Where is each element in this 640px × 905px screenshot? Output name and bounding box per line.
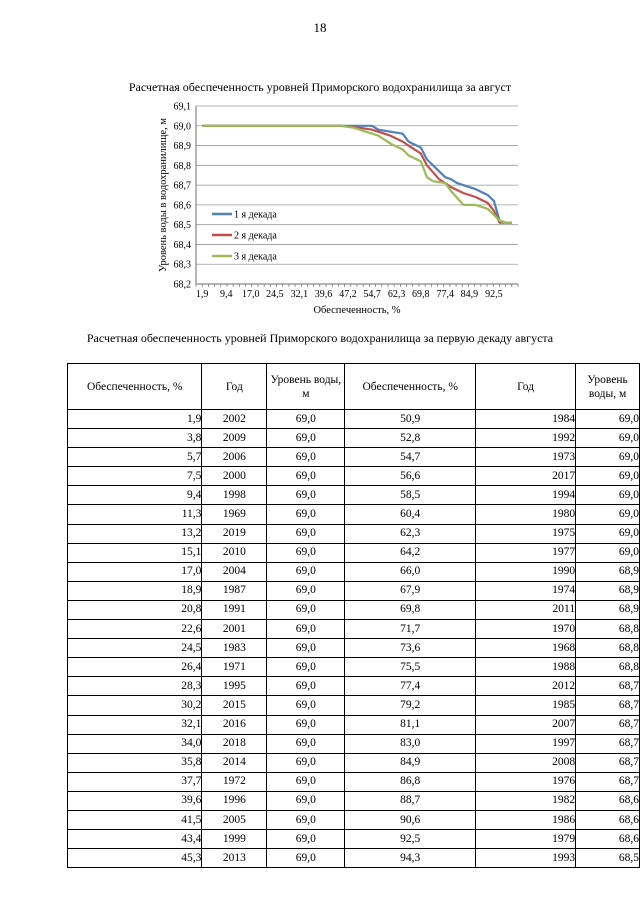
y-tick-label: 68,6 — [173, 200, 191, 212]
table-row — [68, 410, 640, 429]
table-row — [68, 543, 640, 562]
cell-probability: 7,5 — [68, 467, 202, 486]
cell-year: 1975 — [476, 524, 576, 543]
x-tick-label: 32,1 — [290, 289, 309, 300]
table-row — [68, 581, 640, 600]
cell-level: 69,0 — [267, 620, 345, 639]
y-tick-label: 68,9 — [173, 141, 191, 153]
header-probability-1: Обеспеченность, % — [68, 364, 202, 410]
cell-level: 69,0 — [267, 581, 345, 600]
cell-probability: 73,6 — [345, 639, 476, 658]
cell-year: 1988 — [476, 658, 576, 677]
cell-level: 69,0 — [267, 410, 345, 429]
x-tick-label: 24,5 — [266, 289, 284, 300]
y-tick-label: 68,4 — [173, 239, 191, 251]
cell-probability: 45,3 — [68, 849, 202, 868]
cell-level: 69,0 — [267, 677, 345, 696]
cell-year: 1986 — [476, 810, 576, 829]
cell-year: 2004 — [202, 562, 267, 581]
cell-year: 1980 — [476, 505, 576, 524]
table-row — [68, 772, 640, 791]
cell-year: 1985 — [476, 696, 576, 715]
table-row — [68, 524, 640, 543]
cell-probability: 20,8 — [68, 600, 202, 619]
cell-probability: 83,0 — [345, 734, 476, 753]
cell-year: 2015 — [202, 696, 267, 715]
cell-level: 68,6 — [576, 810, 640, 829]
table-row — [68, 810, 640, 829]
header-year-1: Год — [202, 364, 267, 410]
table-title: Расчетная обеспеченность уровней Приморского водохранилища за первую декаду августа — [86, 331, 554, 345]
cell-level: 68,6 — [576, 830, 640, 849]
cell-level: 69,0 — [267, 467, 345, 486]
cell-probability: 79,2 — [345, 696, 476, 715]
cell-level: 69,0 — [267, 486, 345, 505]
table-row — [68, 830, 640, 849]
header-level-1: Уровень воды, м — [267, 364, 345, 410]
cell-level: 69,0 — [267, 734, 345, 753]
cell-level: 68,7 — [576, 753, 640, 772]
x-tick-label: 69,8 — [412, 289, 430, 300]
cell-level: 69,0 — [267, 830, 345, 849]
cell-year: 2000 — [202, 467, 267, 486]
cell-level: 68,9 — [576, 600, 640, 619]
cell-probability: 13,2 — [68, 524, 202, 543]
cell-level: 69,0 — [267, 505, 345, 524]
cell-year: 2001 — [202, 620, 267, 639]
cell-year: 1968 — [476, 639, 576, 658]
table-row — [68, 791, 640, 810]
cell-level: 68,9 — [576, 581, 640, 600]
cell-level: 69,0 — [576, 448, 640, 467]
cell-year: 2018 — [202, 734, 267, 753]
cell-probability: 35,8 — [68, 753, 202, 772]
cell-level: 69,0 — [267, 524, 345, 543]
cell-level: 69,0 — [576, 505, 640, 524]
cell-probability: 56,6 — [345, 467, 476, 486]
cell-year: 2008 — [476, 753, 576, 772]
cell-year: 1982 — [476, 791, 576, 810]
cell-level: 69,0 — [576, 467, 640, 486]
cell-year: 2006 — [202, 448, 267, 467]
chart-title: Расчетная обеспеченность уровней Приморского водохранилища за август — [128, 80, 512, 94]
table-row — [68, 639, 640, 658]
cell-level: 69,0 — [267, 658, 345, 677]
cell-probability: 71,7 — [345, 620, 476, 639]
series-line-1 — [202, 126, 512, 223]
table-row — [68, 600, 640, 619]
cell-probability: 75,5 — [345, 658, 476, 677]
cell-level: 69,0 — [267, 791, 345, 810]
cell-year: 1974 — [476, 581, 576, 600]
cell-probability: 54,7 — [345, 448, 476, 467]
x-tick-label: 47,2 — [339, 289, 357, 300]
cell-level: 68,7 — [576, 696, 640, 715]
cell-probability: 66,0 — [345, 562, 476, 581]
cell-year: 2016 — [202, 715, 267, 734]
cell-year: 2002 — [202, 410, 267, 429]
cell-level: 69,0 — [267, 696, 345, 715]
cell-year: 1995 — [202, 677, 267, 696]
table-row — [68, 715, 640, 734]
probability-table — [67, 363, 640, 868]
y-tick-label: 68,5 — [173, 220, 191, 232]
x-axis-title: Обеспеченность, % — [313, 305, 401, 316]
cell-level: 68,6 — [576, 791, 640, 810]
cell-level: 69,0 — [267, 772, 345, 791]
y-tick-label: 69,0 — [173, 121, 191, 133]
x-tick-label: 92,5 — [485, 289, 503, 300]
table-row — [68, 734, 640, 753]
cell-probability: 43,4 — [68, 830, 202, 849]
cell-probability: 32,1 — [68, 715, 202, 734]
x-tick-label: 39,6 — [314, 289, 333, 300]
cell-probability: 67,9 — [345, 581, 476, 600]
cell-year: 1997 — [476, 734, 576, 753]
table-row — [68, 696, 640, 715]
x-tick-label: 84,9 — [460, 289, 479, 300]
cell-level: 68,7 — [576, 734, 640, 753]
cell-probability: 62,3 — [345, 524, 476, 543]
cell-year: 1972 — [202, 772, 267, 791]
cell-year: 2019 — [202, 524, 267, 543]
cell-year: 2014 — [202, 753, 267, 772]
cell-probability: 81,1 — [345, 715, 476, 734]
cell-probability: 28,3 — [68, 677, 202, 696]
cell-probability: 17,0 — [68, 562, 202, 581]
x-tick-label: 1,9 — [195, 289, 209, 300]
cell-year: 1987 — [202, 581, 267, 600]
cell-year: 2017 — [476, 467, 576, 486]
cell-year: 1998 — [202, 486, 267, 505]
cell-level: 68,8 — [576, 658, 640, 677]
cell-level: 69,0 — [267, 849, 345, 868]
header-level-2: Уровень воды, м — [576, 364, 640, 410]
cell-probability: 15,1 — [68, 543, 202, 562]
cell-year: 1977 — [476, 543, 576, 562]
cell-level: 69,0 — [267, 543, 345, 562]
cell-level: 69,0 — [267, 562, 345, 581]
cell-year: 2005 — [202, 810, 267, 829]
table-row — [68, 429, 640, 448]
y-tick-label: 69,1 — [173, 101, 191, 113]
table-row — [68, 467, 640, 486]
cell-year: 1973 — [476, 448, 576, 467]
cell-probability: 52,8 — [345, 429, 476, 448]
table-row — [68, 677, 640, 696]
cell-probability: 30,2 — [68, 696, 202, 715]
cell-level: 68,8 — [576, 620, 640, 639]
cell-probability: 58,5 — [345, 486, 476, 505]
cell-probability: 90,6 — [345, 810, 476, 829]
cell-year: 2007 — [476, 715, 576, 734]
legend-label-2: 2 я декада — [234, 230, 277, 242]
cell-probability: 1,9 — [68, 410, 202, 429]
table-row — [68, 849, 640, 868]
y-tick-label: 68,7 — [173, 180, 191, 192]
table-row — [68, 448, 640, 467]
cell-probability: 94,3 — [345, 849, 476, 868]
x-tick-label: 62,3 — [387, 289, 406, 300]
cell-probability: 26,4 — [68, 658, 202, 677]
series-line-3 — [202, 126, 512, 223]
x-tick-label: 17,0 — [241, 289, 260, 300]
cell-level: 69,0 — [576, 410, 640, 429]
cell-year: 2010 — [202, 543, 267, 562]
cell-probability: 22,6 — [68, 620, 202, 639]
page-number: 18 — [313, 20, 327, 35]
cell-level: 69,0 — [267, 810, 345, 829]
cell-probability: 60,4 — [345, 505, 476, 524]
cell-level: 69,0 — [267, 753, 345, 772]
table-row — [68, 505, 640, 524]
cell-year: 1999 — [202, 830, 267, 849]
cell-level: 69,0 — [576, 486, 640, 505]
cell-probability: 92,5 — [345, 830, 476, 849]
cell-year: 2013 — [202, 849, 267, 868]
cell-level: 69,0 — [576, 429, 640, 448]
cell-level: 68,7 — [576, 677, 640, 696]
cell-probability: 34,0 — [68, 734, 202, 753]
y-axis-title: Уровень воды в водохранилище, м — [158, 117, 169, 273]
table-row — [68, 620, 640, 639]
table-row — [68, 753, 640, 772]
x-tick-label: 77,4 — [436, 289, 454, 300]
table-row — [68, 562, 640, 581]
legend-label-1: 1 я декада — [234, 209, 277, 221]
cell-year: 1993 — [476, 849, 576, 868]
cell-probability: 39,6 — [68, 791, 202, 810]
y-tick-label: 68,3 — [173, 259, 191, 271]
cell-year: 1971 — [202, 658, 267, 677]
legend-label-3: 3 я декада — [234, 251, 277, 263]
cell-level: 69,0 — [576, 543, 640, 562]
cell-level: 69,0 — [576, 524, 640, 543]
cell-level: 69,0 — [267, 600, 345, 619]
cell-level: 69,0 — [267, 448, 345, 467]
cell-level: 68,9 — [576, 562, 640, 581]
x-tick-label: 9,4 — [220, 289, 233, 300]
header-year-2: Год — [476, 364, 576, 410]
cell-level: 68,5 — [576, 849, 640, 868]
cell-probability: 86,8 — [345, 772, 476, 791]
y-tick-label: 68,8 — [173, 160, 191, 172]
cell-level: 69,0 — [267, 429, 345, 448]
cell-year: 1984 — [476, 410, 576, 429]
water-level-chart — [150, 96, 530, 321]
cell-year: 2009 — [202, 429, 267, 448]
cell-year: 1991 — [202, 600, 267, 619]
cell-probability: 37,7 — [68, 772, 202, 791]
cell-year: 1992 — [476, 429, 576, 448]
cell-level: 68,8 — [576, 639, 640, 658]
cell-probability: 64,2 — [345, 543, 476, 562]
cell-year: 1970 — [476, 620, 576, 639]
cell-probability: 77,4 — [345, 677, 476, 696]
cell-year: 2011 — [476, 600, 576, 619]
cell-level: 69,0 — [267, 639, 345, 658]
y-tick-label: 68,2 — [173, 279, 191, 291]
cell-year: 1976 — [476, 772, 576, 791]
header-probability-2: Обеспеченность, % — [345, 364, 476, 410]
cell-year: 1994 — [476, 486, 576, 505]
series-line-2 — [202, 126, 512, 223]
cell-year: 1969 — [202, 505, 267, 524]
cell-probability: 5,7 — [68, 448, 202, 467]
table-row — [68, 486, 640, 505]
table-header-row — [68, 364, 640, 410]
table-row — [68, 658, 640, 677]
cell-probability: 50,9 — [345, 410, 476, 429]
x-tick-label: 54,7 — [363, 289, 381, 300]
cell-probability: 69,8 — [345, 600, 476, 619]
cell-year: 1996 — [202, 791, 267, 810]
cell-level: 68,7 — [576, 715, 640, 734]
cell-probability: 9,4 — [68, 486, 202, 505]
cell-year: 1983 — [202, 639, 267, 658]
cell-probability: 18,9 — [68, 581, 202, 600]
cell-year: 2012 — [476, 677, 576, 696]
cell-level: 68,7 — [576, 772, 640, 791]
cell-probability: 88,7 — [345, 791, 476, 810]
cell-probability: 41,5 — [68, 810, 202, 829]
cell-probability: 84,9 — [345, 753, 476, 772]
cell-probability: 24,5 — [68, 639, 202, 658]
cell-probability: 3,8 — [68, 429, 202, 448]
cell-probability: 11,3 — [68, 505, 202, 524]
cell-year: 1990 — [476, 562, 576, 581]
cell-year: 1979 — [476, 830, 576, 849]
cell-level: 69,0 — [267, 715, 345, 734]
